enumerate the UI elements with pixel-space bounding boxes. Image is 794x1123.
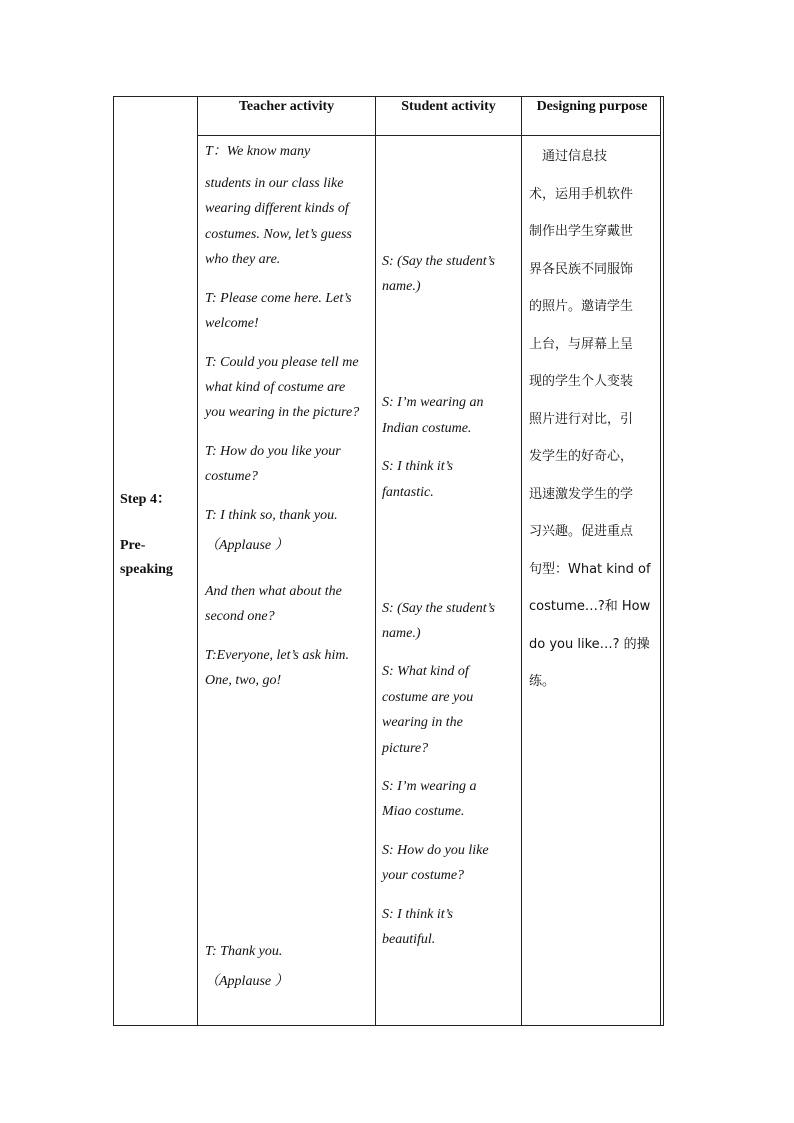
purpose-line: 习兴趣。促进重点	[529, 524, 634, 539]
student-line: beautiful.	[382, 932, 436, 947]
purpose-line: 照片进行对比，引	[529, 411, 634, 427]
purpose-line: 现的学生个人变装	[529, 374, 634, 389]
student-line: fantastic.	[382, 485, 434, 500]
teacher-line: T: Could you please tell me	[205, 355, 359, 370]
student-line: Miao costume.	[382, 804, 465, 819]
purpose-line: 制作出学生穿戴世	[529, 224, 634, 239]
student-line: S: How do you like	[382, 843, 489, 858]
purpose-line: 练。	[529, 674, 556, 689]
purpose-line: 术，运用手机软件	[529, 186, 634, 202]
teacher-line: T: Thank you.	[205, 944, 283, 959]
student-line: name.)	[382, 626, 421, 641]
teacher-line: T: Please come here. Let’s	[205, 291, 352, 306]
purpose-line: 发学生的好奇心，	[529, 449, 634, 464]
purpose-line: 上台，与屏幕上呈	[529, 336, 634, 352]
teacher-line: students in our class like	[205, 176, 344, 191]
step-label: Step 4：	[120, 492, 171, 507]
teacher-line: what kind of costume are	[205, 380, 346, 395]
teacher-line: costumes. Now, let’s guess	[205, 227, 352, 242]
teacher-line: second one?	[205, 609, 275, 624]
table-right-border	[660, 96, 661, 1026]
col-divider-1	[197, 96, 198, 1026]
header-teacher-activity: Teacher activity	[238, 99, 335, 114]
purpose-line: 的照片。邀请学生	[529, 299, 634, 314]
student-line: your costume?	[382, 868, 465, 883]
student-line: costume are you	[382, 690, 474, 705]
teacher-line: （Applause ）	[205, 538, 289, 553]
table-bottom-border	[113, 1025, 664, 1026]
student-line: Indian costume.	[382, 421, 472, 436]
purpose-line: 界各民族不同服饰	[529, 261, 634, 277]
student-line: wearing in the	[382, 715, 463, 730]
purpose-line: 通过信息技	[529, 149, 608, 164]
purpose-line: 迅速激发学生的学	[529, 486, 634, 502]
student-line: S: I think it’s	[382, 907, 453, 922]
teacher-line: （Applause ）	[205, 974, 289, 989]
student-line: S: (Say the student’s	[382, 601, 495, 616]
header-bottom-border	[197, 135, 661, 136]
student-line: S: I think it’s	[382, 459, 453, 474]
teacher-line: you wearing in the picture?	[205, 405, 360, 420]
col-divider-2	[375, 96, 376, 1026]
teacher-line: And then what about the	[205, 584, 342, 599]
teacher-line: T:Everyone, let’s ask him.	[205, 648, 349, 663]
teacher-line: who they are.	[205, 252, 281, 267]
student-line: S: I’m wearing a	[382, 779, 477, 794]
teacher-line: T：We know many	[205, 144, 311, 159]
teacher-line: T: How do you like your	[205, 444, 341, 459]
purpose-line: costume…?和 How	[529, 599, 651, 614]
teacher-line: wearing different kinds of	[205, 201, 349, 216]
table-right-border-outer	[663, 96, 664, 1026]
purpose-line: do you like…? 的操	[529, 636, 650, 652]
teacher-line: costume?	[205, 469, 258, 484]
teacher-line: One, two, go!	[205, 673, 282, 688]
student-line: picture?	[382, 741, 429, 756]
designing-purpose-cell	[529, 138, 655, 701]
stage-label-line1: Pre-	[120, 538, 146, 553]
student-line: S: (Say the student’s	[382, 254, 495, 269]
header-student-activity: Student activity	[401, 99, 496, 114]
student-line: S: I’m wearing an	[382, 395, 484, 410]
teacher-line: T: I think so, thank you.	[205, 508, 338, 523]
stage-label-line2: speaking	[120, 562, 173, 577]
purpose-line: 句型：What kind of	[529, 561, 651, 577]
table-left-border	[113, 96, 114, 1026]
student-line: S: What kind of	[382, 664, 469, 679]
header-designing-purpose: Designing purpose	[536, 99, 648, 114]
student-line: name.)	[382, 279, 421, 294]
teacher-line: welcome!	[205, 316, 259, 331]
